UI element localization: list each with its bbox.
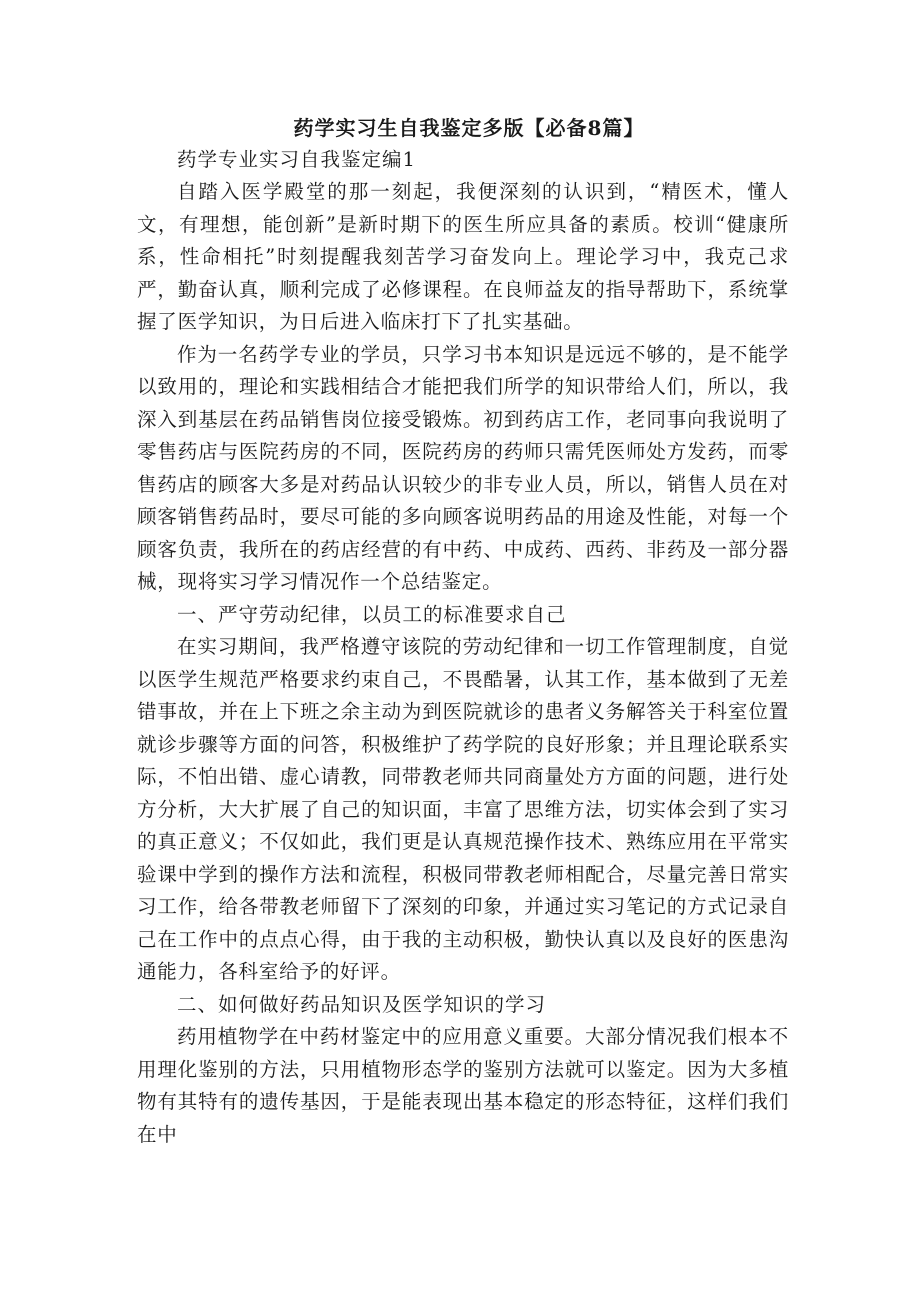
document-body bbox=[137, 112, 789, 1151]
paragraph-4: 药用植物学在中药材鉴定中的应用意义重要。大部分情况我们根本不用理化鉴别的方法，只用植物形态学的鉴别方法就可以鉴定。因为大多植物有其特有的遗传基因，于是能表现出基本稳定的形态特征，这样们我们在中 bbox=[137, 1025, 789, 1146]
heading-1: 一、严守劳动纪律，以员工的标准要求自己 bbox=[177, 602, 567, 626]
paragraph-3: 在实习期间，我严格遵守该院的劳动纪律和一切工作管理制度，自觉以医学生规范严格要求约束自己，不畏酷暑，认其工作，基本做到了无差错事故，并在上下班之余主动为到医院就诊的患者义务解答关于科室位置就诊步骤等方面的问答，积极维护了药学院的良好形象；并且理论联系实际，不怕出错、虚心请教，同带教老师共同商量处方方面的问题，进行处方分析，大大扩展了自己的知识面，丰富了思维方法，切实体会到了实习的真正意义；不仅如此，我们更是认真规范操作技术、熟练应用在平常实验课中学到的操作方法和流程，积极同带教老师相配合，尽量完善日常实习工作，给各带教老师留下了深刻的印象，并通过实习笔记的方式记录自己在工作中的点点心得，由于我的主动积极，勤快认真以及良好的医患沟通能力，各科室给予的好评。 bbox=[137, 635, 789, 983]
heading-2: 二、如何做好药品知识及医学知识的学习 bbox=[177, 992, 547, 1016]
section-subtitle: 药学专业实习自我鉴定编1 bbox=[177, 148, 416, 171]
paragraph-2: 作为一名药学专业的学员，只学习书本知识是远远不够的，是不能学以致用的，理论和实践相结合才能把我们所学的知识带给人们，所以，我深入到基层在药品销售岗位接受锻炼。初到药店工作，老同事向我说明了零售药店与医院药房的不同，医院药房的药师只需凭医师处方发药，而零售药店的顾客大多是对药品认识较少的非专业人员，所以，销售人员在对顾客销售药品时，要尽可能的多向顾客说明药品的用途及性能，对每一个顾客负责，我所在的药店经营的有中药、中成药、西药、非药及一部分器械，现将实习学习情况作一个总结鉴定。 bbox=[137, 342, 789, 593]
paragraph-1: 自踏入医学殿堂的那一刻起，我便深刻的认识到，“精医术，懂人文，有理想，能创新”是新时期下的医生所应具备的素质。校训“健康所系，性命相托”时刻提醒我刻苦学习奋发向上。理论学习中，我克己求严，勤奋认真，顺利完成了必修课程。在良师益友的指导帮助下，系统掌握了医学知识，为日后进入临床打下了扎实基础。 bbox=[137, 180, 789, 333]
document-title: 药学实习生自我鉴定多版【必备8篇】 bbox=[293, 116, 645, 140]
